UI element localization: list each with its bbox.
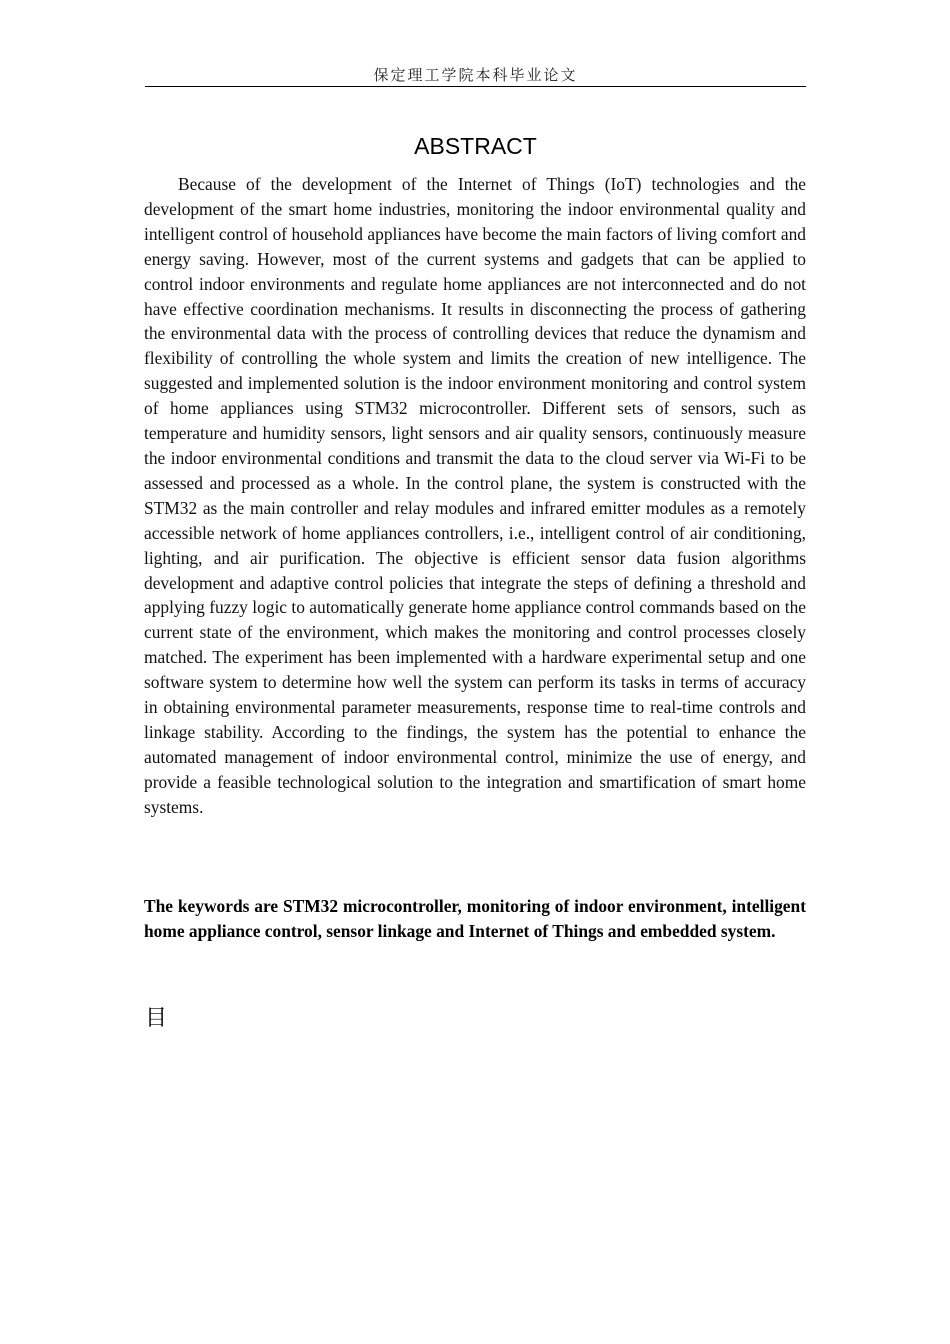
- header-rule: [145, 86, 806, 87]
- toc-heading-fragment: 目: [145, 1006, 168, 1031]
- abstract-title: ABSTRACT: [414, 133, 537, 159]
- abstract-body: Because of the development of the Internet of Things (IoT) technologies and the development of the smart home industries, monitoring the indoor environmental quality and intelligent control of household appliances have become the main factors of living comfort and energy saving. However, most of the current systems and gadgets that can be applied to control indoor environments and regulate home appliances are not interconnected and do not have effective coordination mechanisms. It results in disconnecting the process of gathering the environmental data with the process of controlling devices that reduce the dynamism and flexibility of controlling the whole system and limits the creation of new intelligence. The suggested and implemented solution is the indoor environment monitoring and control system of home appliances using STM32 microcontroller. Different sets of sensors, such as temperature and humidity sensors, light sensors and air quality sensors, continuously measure the indoor environmental conditions and transmit the data to the cloud server via Wi-Fi to be assessed and processed as a whole. In the control plane, the system is constructed with the STM32 as the main controller and relay modules and infrared emitter modules as a remotely accessible network of home appliances controllers, i.e., intelligent control of air conditioning, lighting, and air purification. The objective is efficient sensor data fusion algorithms development and adaptive control policies that integrate the steps of defining a threshold and applying fuzzy logic to automatically generate home appliance control commands based on the current state of the environment, which makes the monitoring and control processes closely matched. The experiment has been implemented with a hardware experimental setup and one software system to determine how well the system can perform its tasks in terms of accuracy in obtaining environmental parameter measurements, response time to real-time controls and linkage stability. According to the findings, the system has the potential to enhance the automated management of indoor environmental control, minimize the use of energy, and provide a feasible technological solution to the integration and smartification of smart home systems.: [144, 174, 806, 817]
- running-header: 保定理工学院本科毕业论文: [373, 66, 578, 84]
- keywords-paragraph: The keywords are STM32 microcontroller, monitoring of indoor environment, intelligent home appliance control, sensor linkage and Internet of Things and embedded system.: [144, 896, 806, 941]
